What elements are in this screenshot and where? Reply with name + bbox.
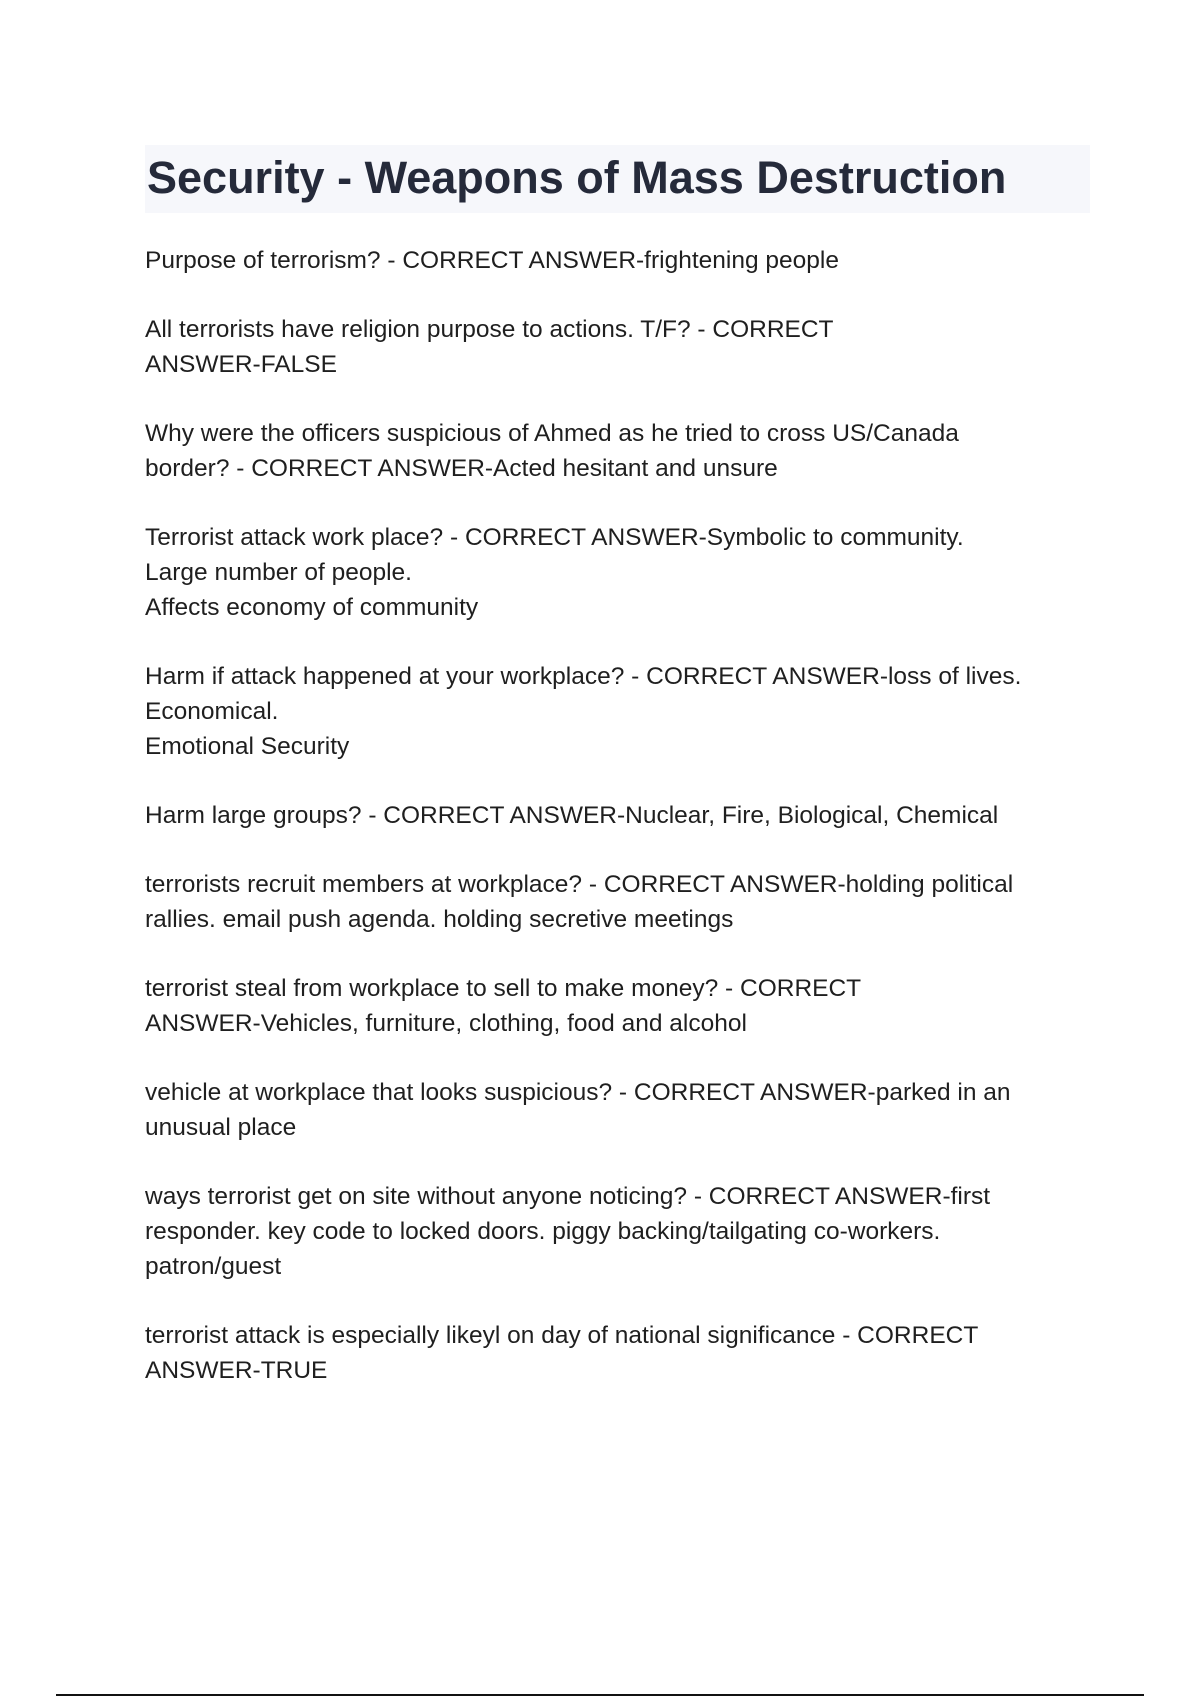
qa-item xyxy=(145,867,1095,937)
qa-line: terrorist steal from workplace to sell to make money? - CORRECT xyxy=(145,975,862,1002)
qa-line: patron/guest xyxy=(145,1253,282,1280)
qa-line: Harm large groups? - CORRECT ANSWER-Nuclear, Fire, Biological, Chemical xyxy=(145,802,999,829)
qa-item xyxy=(145,312,1095,382)
qa-item xyxy=(145,1179,1095,1284)
qa-line: Why were the officers suspicious of Ahmed as he tried to cross US/Canada xyxy=(145,420,959,447)
qa-item xyxy=(145,1318,1095,1388)
qa-line: Economical. xyxy=(145,698,279,725)
qa-line: terrorists recruit members at workplace? - CORRECT ANSWER-holding political xyxy=(145,871,1014,898)
qa-list xyxy=(145,243,1095,1422)
page-title: Security - Weapons of Mass Destruction xyxy=(147,152,1007,203)
qa-line: border? - CORRECT ANSWER-Acted hesitant and unsure xyxy=(145,455,778,482)
qa-item xyxy=(145,798,1095,833)
qa-line: ANSWER-Vehicles, furniture, clothing, food and alcohol xyxy=(145,1010,747,1037)
qa-item xyxy=(145,659,1095,764)
qa-item xyxy=(145,971,1095,1041)
qa-item xyxy=(145,243,1095,278)
qa-line: Large number of people. xyxy=(145,559,412,586)
qa-line: Affects economy of community xyxy=(145,594,479,621)
qa-line: Purpose of terrorism? - CORRECT ANSWER-frightening people xyxy=(145,247,839,274)
qa-line: rallies. email push agenda. holding secretive meetings xyxy=(145,906,734,933)
qa-line: unusual place xyxy=(145,1114,297,1141)
qa-line: All terrorists have religion purpose to actions. T/F? - CORRECT xyxy=(145,316,834,343)
qa-line: ways terrorist get on site without anyone noticing? - CORRECT ANSWER-first xyxy=(145,1183,991,1210)
qa-item xyxy=(145,520,1095,625)
qa-line: Emotional Security xyxy=(145,733,350,760)
qa-item xyxy=(145,1075,1095,1145)
bottom-rule xyxy=(56,1694,1144,1696)
qa-line: ANSWER-TRUE xyxy=(145,1357,328,1384)
qa-line: ANSWER-FALSE xyxy=(145,351,337,378)
qa-item xyxy=(145,416,1095,486)
qa-line: terrorist attack is especially likeyl on day of national significance - CORRECT xyxy=(145,1322,979,1349)
qa-line: responder. key code to locked doors. piggy backing/tailgating co-workers. xyxy=(145,1218,941,1245)
qa-line: Terrorist attack work place? - CORRECT ANSWER-Symbolic to community. xyxy=(145,524,964,551)
qa-line: Harm if attack happened at your workplace? - CORRECT ANSWER-loss of lives. xyxy=(145,663,1022,690)
qa-line: vehicle at workplace that looks suspicious? - CORRECT ANSWER-parked in an xyxy=(145,1079,1011,1106)
title-band xyxy=(145,145,1090,213)
